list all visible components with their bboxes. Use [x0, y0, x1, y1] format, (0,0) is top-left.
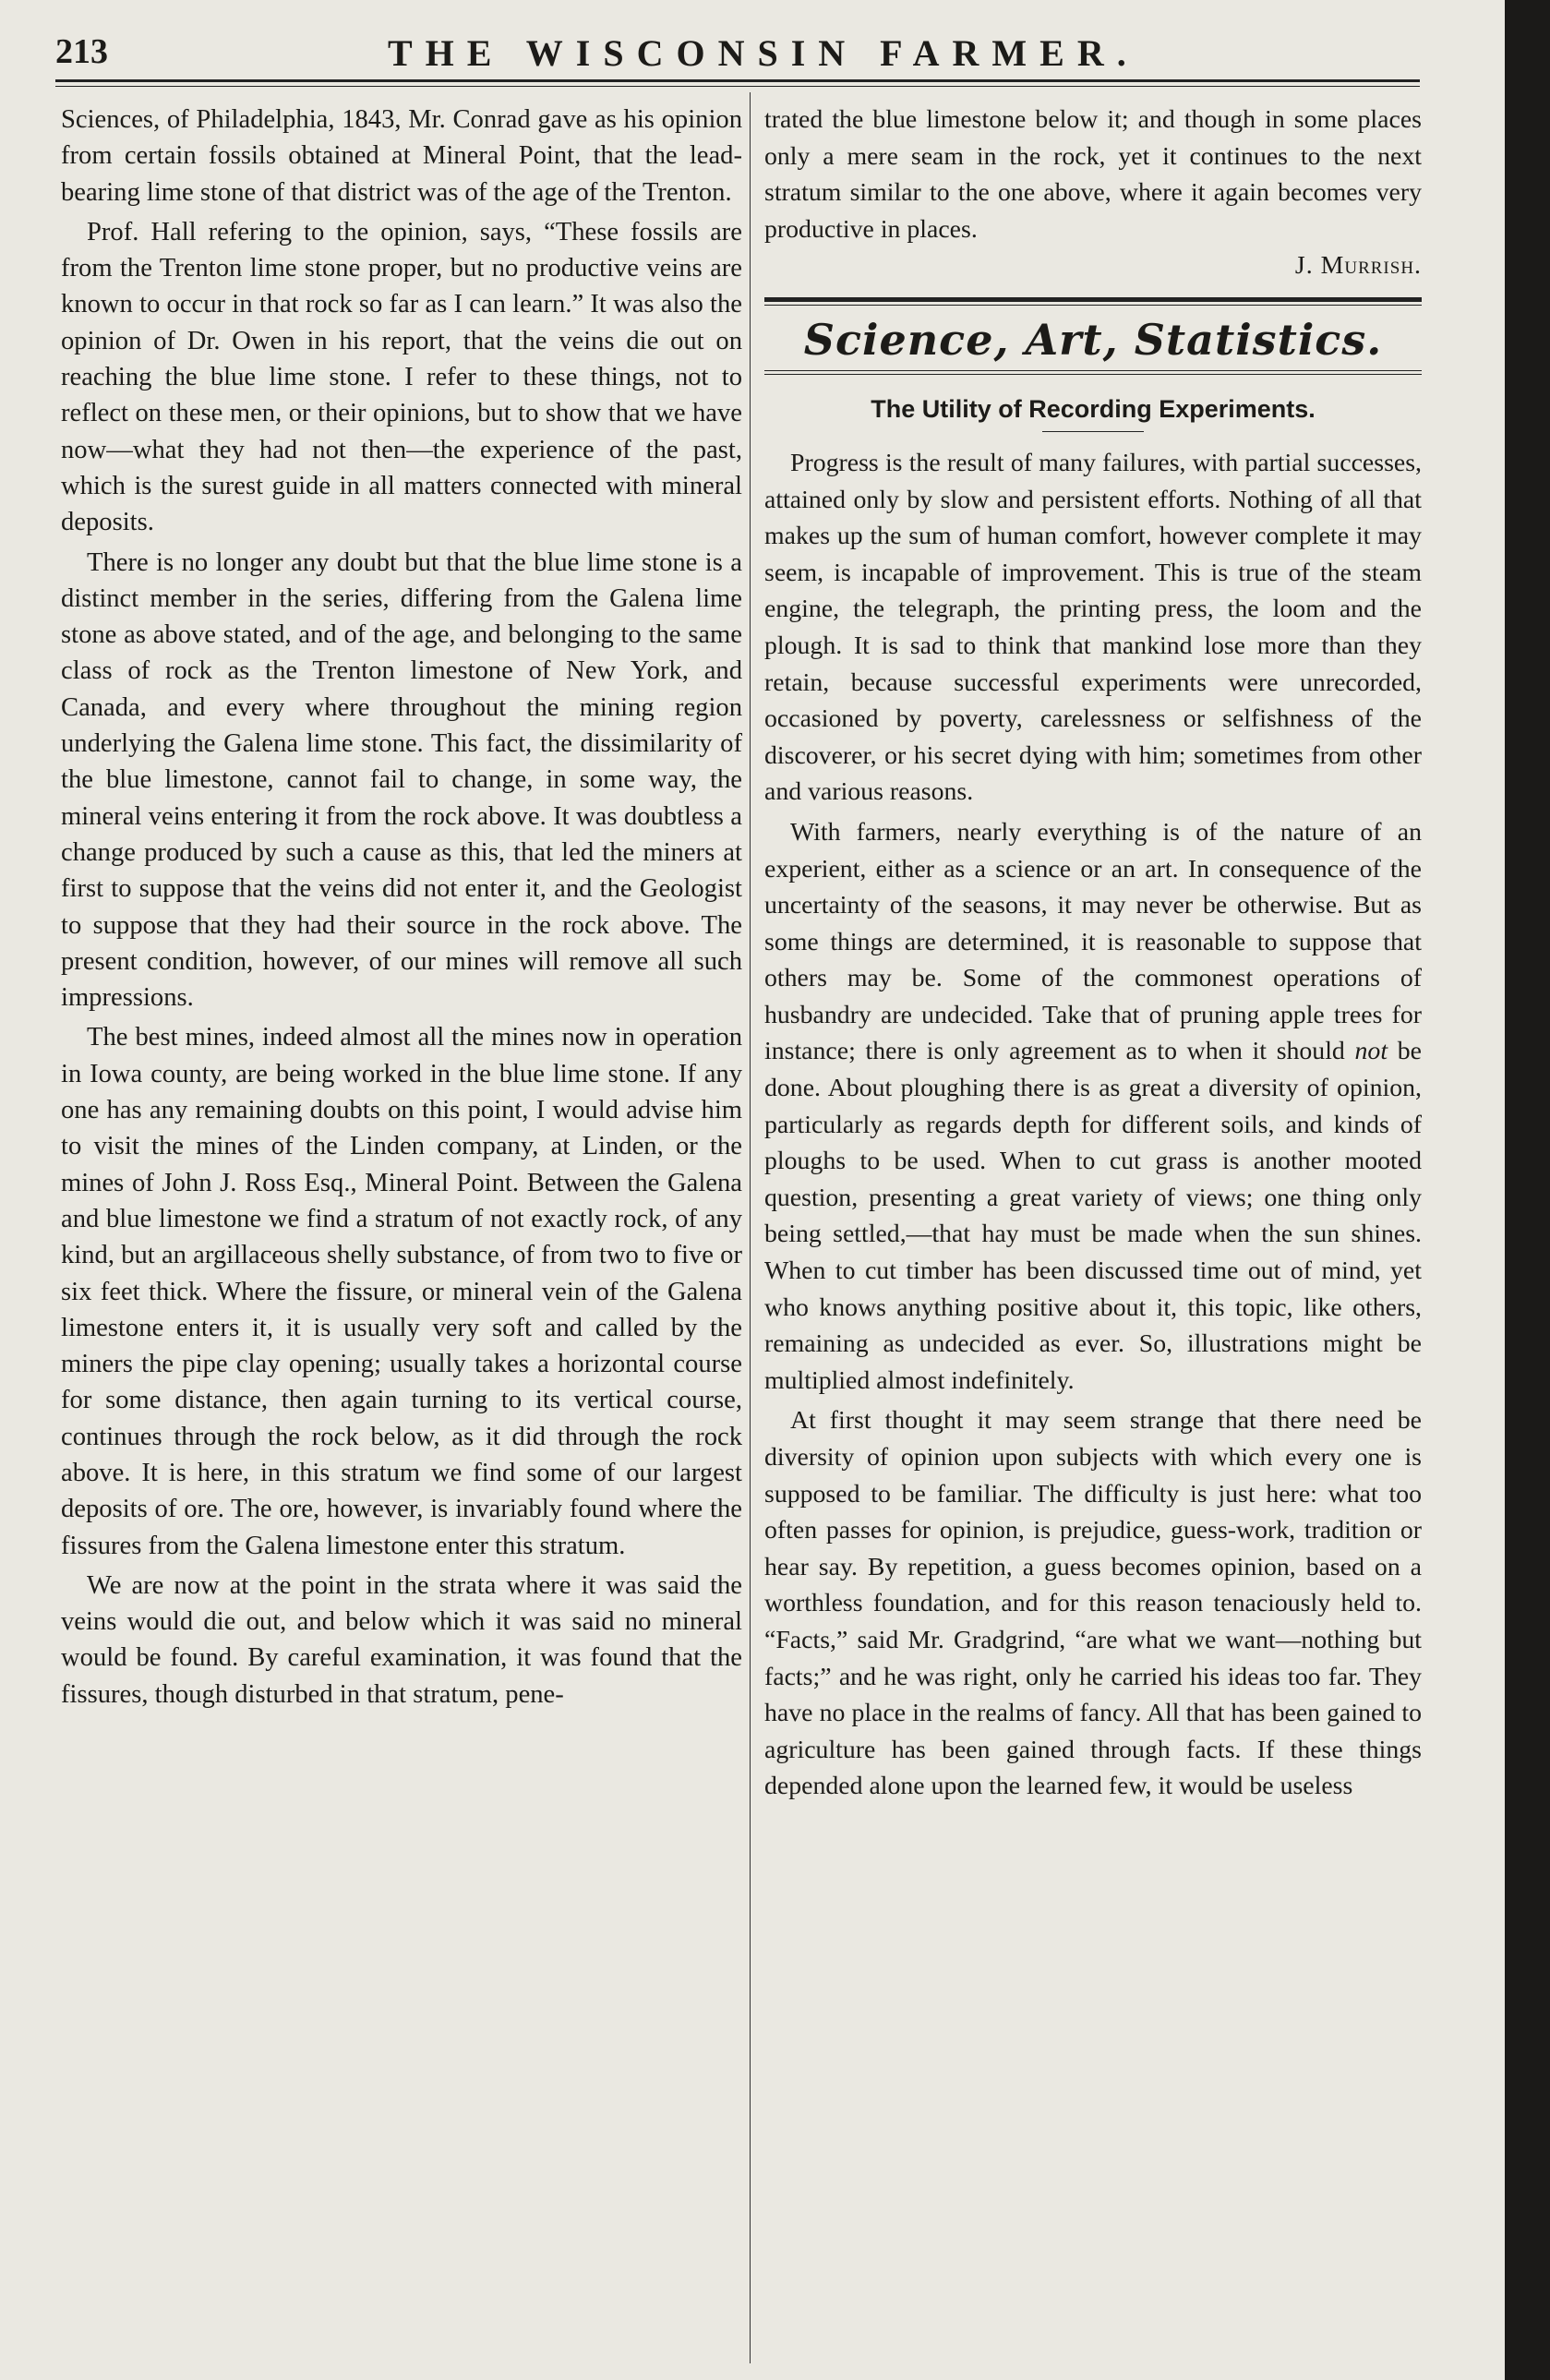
section-rule-top: [764, 297, 1422, 306]
left-paragraph-3: There is no longer any doubt but that the blue lime stone is a distinct member in the series, differing from the Galena lime stone as above stated, and of the age, and belonging to the same class of rock as the Trenton limestone of New York, and Canada, and every where throughout the mining region underlying the Galena lime stone. This fact, the dissimilarity of the blue limestone, cannot fail to change, in some way, the mineral veins entering it from the rock above. It was doubtless a change produced by such a cause as this, that led the miners at first to suppose that the veins did not enter it, and the Geologist to suppose that they had their source in the rock above. The present condition, however, of our mines will remove all such impressions.: [61, 547, 742, 1013]
p2-text-start: With farmers, nearly everything is of the nature of an experient, either as a science or an art. In consequence of the uncertainty of the seasons, it may never be otherwise. But as some things are determined, it is reasonable to suppose that others may be. Some of the commonest operations of husbandry are undecided. Take that of pruning apple trees for instance; there is only agreement as to when it should: [764, 817, 1422, 1066]
section-rule-bottom: [764, 370, 1422, 375]
left-paragraph-1: Sciences, of Philadelphia, 1843, Mr. Conrad gave as his opinion from certain fossils obtained at Mineral Point, that the lead-bearing lime stone of that district was of the age of the Trenton.: [61, 105, 742, 207]
article-paragraph-2: [764, 814, 1422, 1400]
journal-title: THE WISCONSIN FARMER.: [388, 32, 1139, 74]
emphasis-not: not: [1354, 1037, 1388, 1066]
article-paragraph-3: At first thought it may seem strange that there need be diversity of opinion upon subjects with which every one is supposed to be familiar. The difficulty is just here: what too often passes for opinion, is prejudice, guess-work, tradition or hear say. By repetition, a guess becomes opinion, based on a worthless foundation, and for this reason tenaciously held to. “Facts,” said Mr. Gradgrind, “are what we want—nothing but facts;” and he was right, only he carried his ideas too far. They have no place in the realms of fancy. All that has been gained to agriculture has been gained through facts. If these things depended alone upon the learned few, it would be useless: [764, 1406, 1422, 1801]
continuation-text: trated the blue limestone below it; and though in some places only a mere seam in the rock, yet it continues to the next stratum similar to the one above, where it again becomes very productive in places.: [764, 105, 1422, 244]
right-column: [764, 102, 1422, 1805]
left-column: [61, 102, 742, 1713]
header-rule: [55, 79, 1420, 87]
column-divider: [750, 92, 751, 2363]
left-paragraph-2: Prof. Hall refering to the opinion, says, “These fossils are from the Trenton lime stone proper, but no productive veins are known to occur in that rock so far as I can learn.” It was also the opinion of Dr. Owen in his report, that the veins die out on reaching the blue lime stone. I refer to these things, not to reflect on these men, or their opinions, but to show that we have now—what they had not then—the experience of the past, which is the surest guide in all matters connected with mineral deposits.: [61, 217, 742, 537]
article-paragraph-1: Progress is the result of many failures, with partial successes, attained only by slow and persistent efforts. Nothing of all that makes up the sum of human comfort, however complete it may seem, is incapable of improvement. This is true of the steam engine, the telegraph, the printing press, the loom and the plough. It is sad to think that mankind lose more than they retain, because successful experiments were unrecorded, occasioned by poverty, carelessness or selfishness of the discoverer, or his secret dying with him; sometimes from other and various reasons.: [764, 448, 1422, 807]
page-header: [55, 31, 1422, 78]
author-signature: J. Murrish.: [1294, 251, 1422, 281]
section-title: Science, Art, Statistics.: [803, 314, 1383, 365]
continuation-paragraph: [764, 102, 1422, 247]
article-title: The Utility of Recording Experiments.: [871, 394, 1316, 423]
article-title-rule: [1042, 431, 1144, 432]
left-paragraph-4: The best mines, indeed almost all the mines now in operation in Iowa county, are being worked in the blue lime stone. If any one has any remaining doubts on this point, I would advise him to visit the mines of the Linden company, at Linden, or the mines of John J. Ross Esq., Mineral Point. Between the Galena and blue limestone we find a stratum of not exactly rock, of any kind, but an argillaceous shelly substance, of from two to five or six feet thick. Where the fissure, or mineral vein of the Galena limestone enters it, it is usually very soft and called by the miners the pipe clay opening; usually takes a horizontal course for some distance, then again turning to its vertical course, continues through the rock below, as it did through the rock above. It is here, in this stratum we find some of our largest deposits of ore. The ore, however, is invariably found where the fissures from the Galena limestone enter this stratum.: [61, 1023, 742, 1560]
page-number: 213: [55, 32, 108, 71]
p2-text-end: be done. About ploughing there is as great a diversity of opinion, particularly as regards depth for different soils, and kinds of ploughs to be used. When to cut grass is another mooted question, presenting a great variety of views; one thing only being settled,—that hay must be made when the sun shines. When to cut timber has been discussed time out of mind, yet who knows anything positive about it, this topic, like others, remaining as undecided as ever. So, illustrations might be multiplied almost indefinitely.: [764, 1037, 1423, 1395]
signature-line: [764, 247, 1422, 284]
left-paragraph-5: We are now at the point in the strata where it was said the veins would die out, and below which it was said no mineral would be found. By careful examination, it was found that the fissures, though disturbed in that stratum, pene-: [61, 1570, 742, 1709]
